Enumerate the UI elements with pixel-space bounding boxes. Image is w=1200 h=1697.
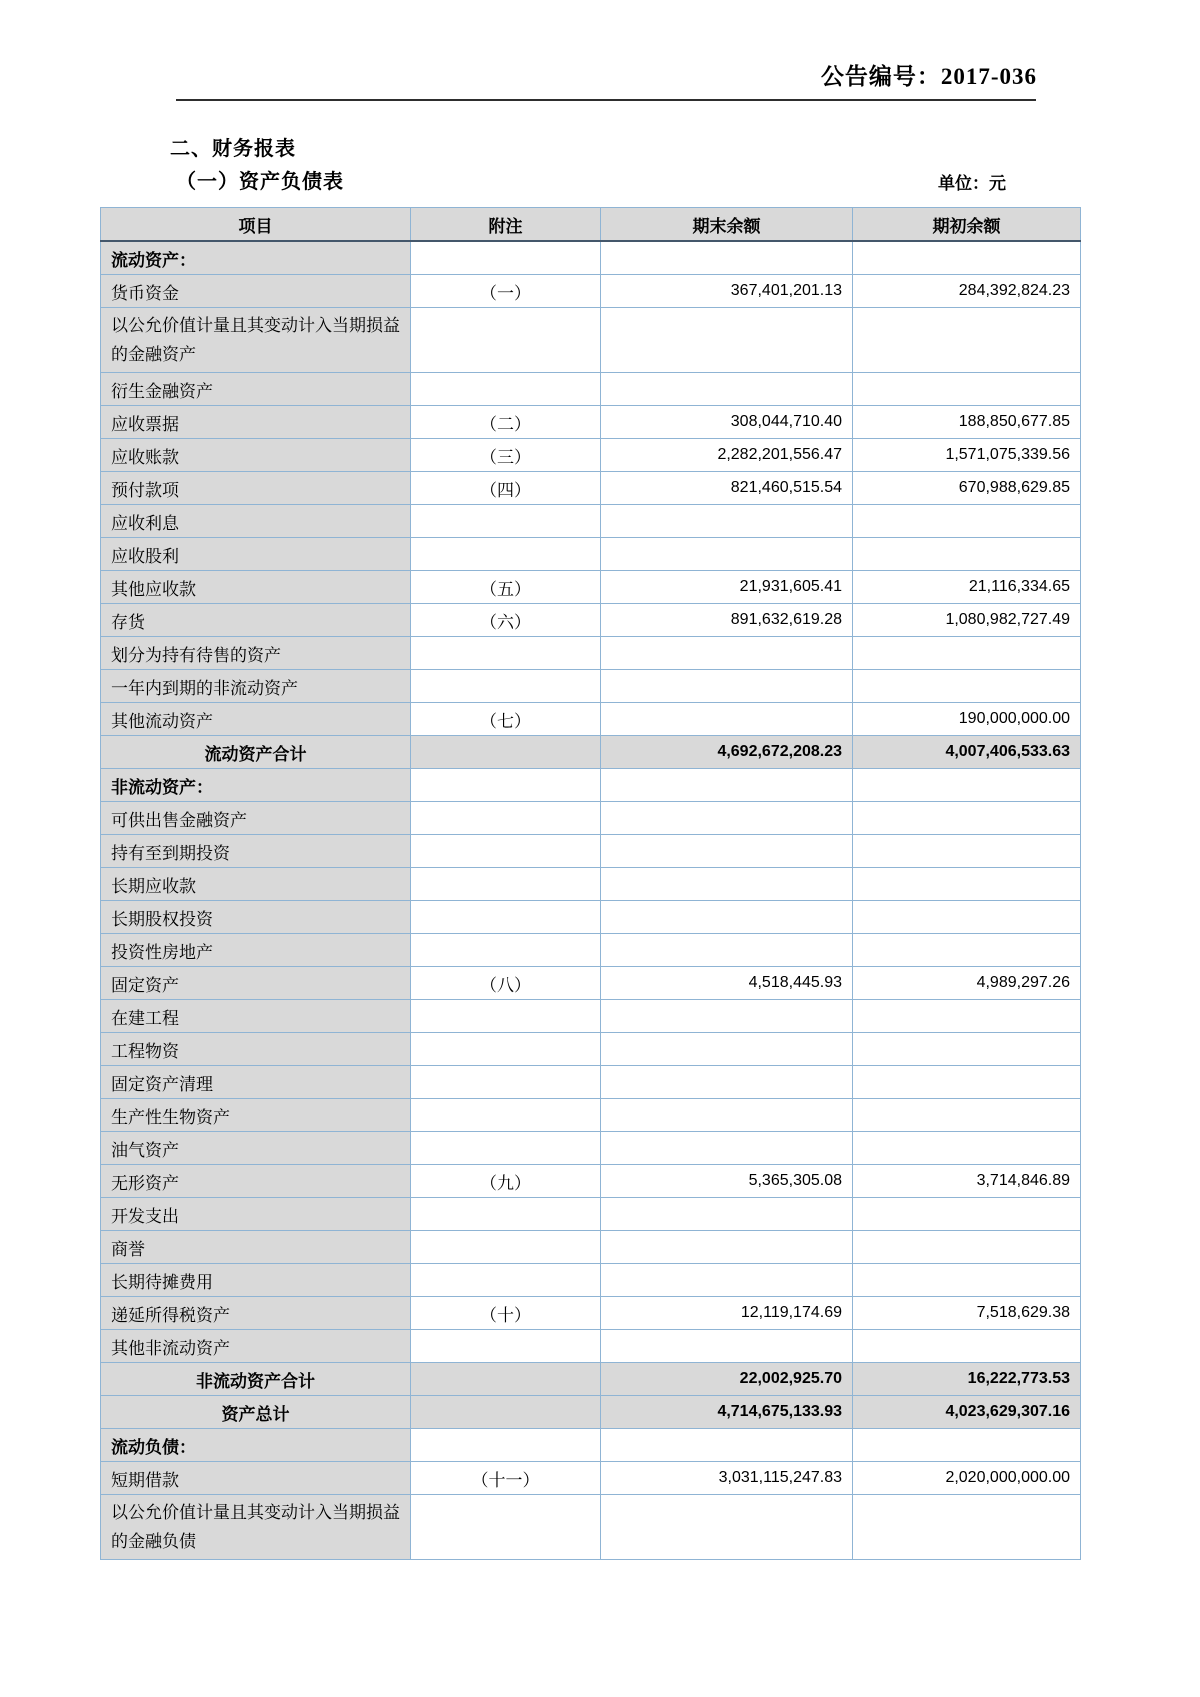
ending-balance-cell: 5,365,305.08 [601,1165,853,1198]
beginning-balance-cell [853,1066,1081,1099]
item-cell: 无形资产 [101,1165,411,1198]
table-row [101,901,1081,934]
note-cell [411,637,601,670]
ending-balance-cell: 308,044,710.40 [601,406,853,439]
beginning-balance-cell: 4,007,406,533.63 [853,736,1081,769]
ending-balance-cell [601,769,853,802]
col-header-note: 附注 [411,208,601,242]
ending-balance-cell [601,1000,853,1033]
item-cell: 应收利息 [101,505,411,538]
note-cell [411,1429,601,1462]
table-row [101,1330,1081,1363]
note-cell [411,308,601,373]
item-cell: 预付款项 [101,472,411,505]
beginning-balance-cell [853,505,1081,538]
ending-balance-cell [601,934,853,967]
note-cell [411,1264,601,1297]
table-row [101,308,1081,373]
item-cell: 应收账款 [101,439,411,472]
beginning-balance-cell [853,1231,1081,1264]
table-row [101,1363,1081,1396]
note-cell [411,670,601,703]
beginning-balance-cell: 7,518,629.38 [853,1297,1081,1330]
col-header-beginning: 期初余额 [853,208,1081,242]
balance-sheet-table [100,207,1081,1560]
table-row [101,1099,1081,1132]
note-cell [411,1033,601,1066]
item-cell: 应收股利 [101,538,411,571]
note-cell: （二） [411,406,601,439]
note-cell [411,934,601,967]
ending-balance-cell [601,802,853,835]
item-cell: 其他应收款 [101,571,411,604]
note-cell: （四） [411,472,601,505]
ending-balance-cell [601,1099,853,1132]
beginning-balance-cell [853,1099,1081,1132]
table-row [101,1132,1081,1165]
table-row [101,505,1081,538]
beginning-balance-cell [853,802,1081,835]
ending-balance-cell: 821,460,515.54 [601,472,853,505]
item-cell: 商誉 [101,1231,411,1264]
item-cell: 应收票据 [101,406,411,439]
table-row [101,1396,1081,1429]
table-row [101,439,1081,472]
table-row [101,703,1081,736]
item-cell: 其他流动资产 [101,703,411,736]
col-header-item: 项目 [101,208,411,242]
unit-label: 单位：元 [938,174,1006,193]
table-header-row [101,208,1081,242]
note-cell [411,1495,601,1560]
ending-balance-cell: 21,931,605.41 [601,571,853,604]
item-cell: 非流动资产： [101,769,411,802]
table-row [101,868,1081,901]
beginning-balance-cell: 188,850,677.85 [853,406,1081,439]
beginning-balance-cell: 4,023,629,307.16 [853,1396,1081,1429]
table-row [101,1033,1081,1066]
item-cell: 划分为持有待售的资产 [101,637,411,670]
note-cell [411,1363,601,1396]
ending-balance-cell [601,835,853,868]
beginning-balance-cell [853,1429,1081,1462]
beginning-balance-cell [853,835,1081,868]
item-cell: 流动资产： [101,241,411,275]
note-cell [411,802,601,835]
table-row [101,538,1081,571]
item-cell: 资产总计 [101,1396,411,1429]
beginning-balance-cell [853,934,1081,967]
ending-balance-cell: 4,518,445.93 [601,967,853,1000]
note-cell [411,1066,601,1099]
item-cell: 以公允价值计量且其变动计入当期损益的金融资产 [101,308,411,373]
note-cell [411,1198,601,1231]
ending-balance-cell: 22,002,925.70 [601,1363,853,1396]
item-cell: 开发支出 [101,1198,411,1231]
beginning-balance-cell [853,538,1081,571]
ending-balance-cell: 4,714,675,133.93 [601,1396,853,1429]
announcement-number: 公告编号：2017-036 [820,64,1037,89]
ending-balance-cell [601,1198,853,1231]
note-cell [411,868,601,901]
item-cell: 衍生金融资产 [101,373,411,406]
table-row [101,1231,1081,1264]
table-row [101,1165,1081,1198]
table-row [101,967,1081,1000]
item-cell: 递延所得税资产 [101,1297,411,1330]
ending-balance-cell: 3,031,115,247.83 [601,1462,853,1495]
beginning-balance-cell [853,1264,1081,1297]
table-row [101,934,1081,967]
ending-balance-cell [601,1495,853,1560]
ending-balance-cell [601,373,853,406]
ending-balance-cell [601,901,853,934]
beginning-balance-cell: 284,392,824.23 [853,275,1081,308]
beginning-balance-cell: 16,222,773.53 [853,1363,1081,1396]
item-cell: 生产性生物资产 [101,1099,411,1132]
note-cell [411,241,601,275]
beginning-balance-cell: 21,116,334.65 [853,571,1081,604]
table-row [101,604,1081,637]
note-cell [411,373,601,406]
item-cell: 流动资产合计 [101,736,411,769]
table-row [101,1462,1081,1495]
table-row [101,1429,1081,1462]
beginning-balance-cell [853,1000,1081,1033]
ending-balance-cell [601,1066,853,1099]
table-row [101,835,1081,868]
table-row [101,1000,1081,1033]
note-cell [411,1231,601,1264]
item-cell: 工程物资 [101,1033,411,1066]
beginning-balance-cell: 1,080,982,727.49 [853,604,1081,637]
ending-balance-cell [601,1132,853,1165]
table-row [101,275,1081,308]
beginning-balance-cell: 3,714,846.89 [853,1165,1081,1198]
item-cell: 流动负债： [101,1429,411,1462]
note-cell [411,835,601,868]
beginning-balance-cell: 2,020,000,000.00 [853,1462,1081,1495]
beginning-balance-cell [853,1033,1081,1066]
note-cell [411,538,601,571]
note-cell: （十一） [411,1462,601,1495]
table-row [101,1198,1081,1231]
table-row [101,1495,1081,1560]
table-row [101,802,1081,835]
beginning-balance-cell [853,637,1081,670]
ending-balance-cell [601,1033,853,1066]
ending-balance-cell [601,241,853,275]
item-cell: 以公允价值计量且其变动计入当期损益的金融负债 [101,1495,411,1560]
item-cell: 固定资产 [101,967,411,1000]
note-cell [411,1099,601,1132]
beginning-balance-cell [853,670,1081,703]
header-rule [176,99,1036,101]
item-cell: 持有至到期投资 [101,835,411,868]
item-cell: 货币资金 [101,275,411,308]
statement-title-row [176,165,1006,194]
beginning-balance-cell [853,1198,1081,1231]
note-cell: （三） [411,439,601,472]
beginning-balance-cell: 670,988,629.85 [853,472,1081,505]
ending-balance-cell [601,868,853,901]
beginning-balance-cell [853,901,1081,934]
table-row [101,472,1081,505]
item-cell: 油气资产 [101,1132,411,1165]
item-cell: 可供出售金融资产 [101,802,411,835]
ending-balance-cell: 4,692,672,208.23 [601,736,853,769]
beginning-balance-cell: 1,571,075,339.56 [853,439,1081,472]
ending-balance-cell [601,538,853,571]
item-cell: 存货 [101,604,411,637]
table-row [101,670,1081,703]
note-cell: （一） [411,275,601,308]
section-title: 二、财务报表 [170,138,296,160]
beginning-balance-cell [853,308,1081,373]
note-cell: （八） [411,967,601,1000]
table-row [101,406,1081,439]
note-cell: （六） [411,604,601,637]
note-cell: （九） [411,1165,601,1198]
item-cell: 其他非流动资产 [101,1330,411,1363]
table-body [101,241,1081,1560]
ending-balance-cell: 891,632,619.28 [601,604,853,637]
note-cell [411,1330,601,1363]
note-cell [411,1396,601,1429]
table-row [101,571,1081,604]
ending-balance-cell [601,670,853,703]
table-row [101,736,1081,769]
item-cell: 在建工程 [101,1000,411,1033]
item-cell: 短期借款 [101,1462,411,1495]
ending-balance-cell [601,1264,853,1297]
note-cell [411,1000,601,1033]
item-cell: 一年内到期的非流动资产 [101,670,411,703]
table-row [101,1264,1081,1297]
table-row [101,373,1081,406]
beginning-balance-cell [853,1132,1081,1165]
item-cell: 非流动资产合计 [101,1363,411,1396]
col-header-ending: 期末余额 [601,208,853,242]
ending-balance-cell: 12,119,174.69 [601,1297,853,1330]
note-cell: （十） [411,1297,601,1330]
note-cell: （七） [411,703,601,736]
ending-balance-cell [601,637,853,670]
ending-balance-cell [601,1330,853,1363]
ending-balance-cell: 2,282,201,556.47 [601,439,853,472]
table-row [101,1066,1081,1099]
table-row [101,241,1081,275]
ending-balance-cell [601,308,853,373]
beginning-balance-cell [853,868,1081,901]
ending-balance-cell [601,1231,853,1264]
ending-balance-cell: 367,401,201.13 [601,275,853,308]
beginning-balance-cell: 4,989,297.26 [853,967,1081,1000]
note-cell [411,901,601,934]
beginning-balance-cell: 190,000,000.00 [853,703,1081,736]
ending-balance-cell [601,505,853,538]
table-row [101,1297,1081,1330]
beginning-balance-cell [853,1495,1081,1560]
item-cell: 固定资产清理 [101,1066,411,1099]
table-row [101,637,1081,670]
note-cell [411,769,601,802]
note-cell [411,1132,601,1165]
note-cell: （五） [411,571,601,604]
statement-title: （一）资产负债表 [176,171,344,193]
ending-balance-cell [601,1429,853,1462]
beginning-balance-cell [853,769,1081,802]
item-cell: 长期待摊费用 [101,1264,411,1297]
item-cell: 长期应收款 [101,868,411,901]
item-cell: 投资性房地产 [101,934,411,967]
beginning-balance-cell [853,241,1081,275]
table-header [101,208,1081,242]
table-row [101,769,1081,802]
beginning-balance-cell [853,1330,1081,1363]
beginning-balance-cell [853,373,1081,406]
note-cell [411,736,601,769]
note-cell [411,505,601,538]
item-cell: 长期股权投资 [101,901,411,934]
ending-balance-cell [601,703,853,736]
